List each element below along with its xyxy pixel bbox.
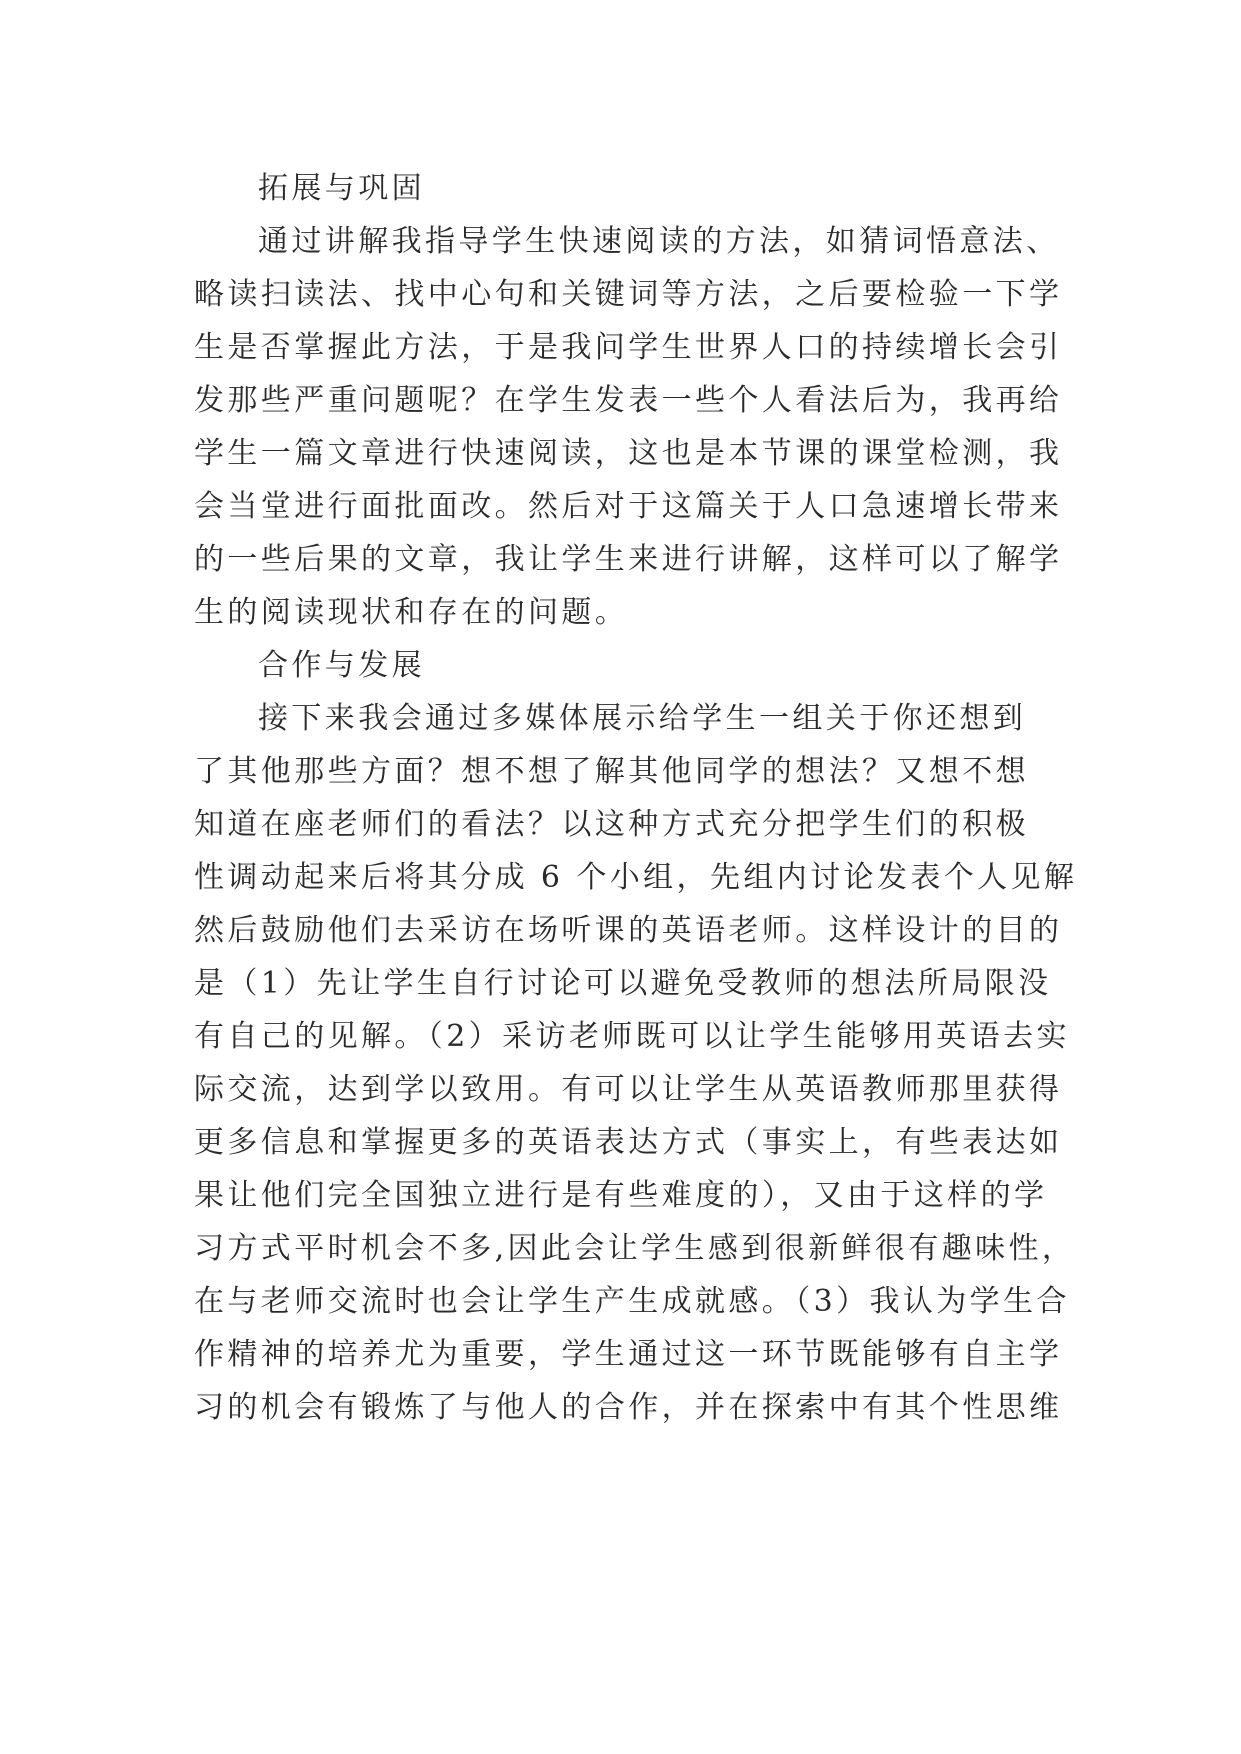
paragraph-line: 学生一篇文章进行快速阅读，这也是本节课的课堂检测，我 xyxy=(194,436,1063,471)
paragraph-line: 是（1）先让学生自行讨论可以避免受教师的想法所局限没 xyxy=(194,966,1052,1001)
paragraph-line: 性调动起来后将其分成 6 个小组，先组内讨论发表个人见解 xyxy=(194,860,1078,895)
paragraph-line: 作精神的培养尤为重要，学生通过这一环节既能够有自主学 xyxy=(194,1337,1063,1372)
paragraph-line: 发那些严重问题呢？在学生发表一些个人看法后为，我再给 xyxy=(194,383,1063,418)
section-heading-expand-consolidate: 拓展与巩固 xyxy=(258,171,425,206)
paragraph-line: 果让他们完全国独立进行是有些难度的），又由于这样的学 xyxy=(194,1178,1048,1213)
section-heading-cooperation-development: 合作与发展 xyxy=(258,648,425,683)
paragraph-line: 然后鼓励他们去采访在场听课的英语老师。这样设计的目的 xyxy=(194,913,1063,948)
body-text xyxy=(194,162,1078,1434)
paragraph-line: 会当堂进行面批面改。然后对于这篇关于人口急速增长带来 xyxy=(194,489,1063,524)
paragraph-line: 知道在座老师们的看法？以这种方式充分把学生们的积极 xyxy=(194,807,1029,842)
paragraph-line: 习方式平时机会不多,因此会让学生感到很新鲜很有趣味性， xyxy=(194,1231,1076,1266)
paragraph-line: 更多信息和掌握更多的英语表达方式（事实上，有些表达如 xyxy=(194,1125,1063,1160)
paragraph-line: 生的阅读现状和存在的问题。 xyxy=(194,595,629,630)
paragraph-line: 了其他那些方面？想不想了解其他同学的想法？又想不想 xyxy=(194,754,1029,789)
paragraph-line: 际交流，达到学以致用。有可以让学生从英语教师那里获得 xyxy=(194,1072,1063,1107)
paragraph-line: 的一些后果的文章，我让学生来进行讲解，这样可以了解学 xyxy=(194,542,1063,577)
paragraph-line: 略读扫读法、找中心句和关键词等方法，之后要检验一下学 xyxy=(194,277,1063,312)
paragraph-line: 通过讲解我指导学生快速阅读的方法，如猜词悟意法、 xyxy=(258,224,1060,259)
paragraph-line: 有自己的见解。（2）采访老师既可以让学生能够用英语去实 xyxy=(194,1019,1070,1054)
paragraph-line: 习的机会有锻炼了与他人的合作，并在探索中有其个性思维 xyxy=(194,1390,1063,1425)
paragraph-line: 在与老师交流时也会让学生产生成就感。（3）我认为学生合 xyxy=(194,1284,1070,1319)
paragraph-line: 接下来我会通过多媒体展示给学生一组关于你还想到 xyxy=(258,701,1027,736)
paragraph-line: 生是否掌握此方法，于是我问学生世界人口的持续增长会引 xyxy=(194,330,1063,365)
